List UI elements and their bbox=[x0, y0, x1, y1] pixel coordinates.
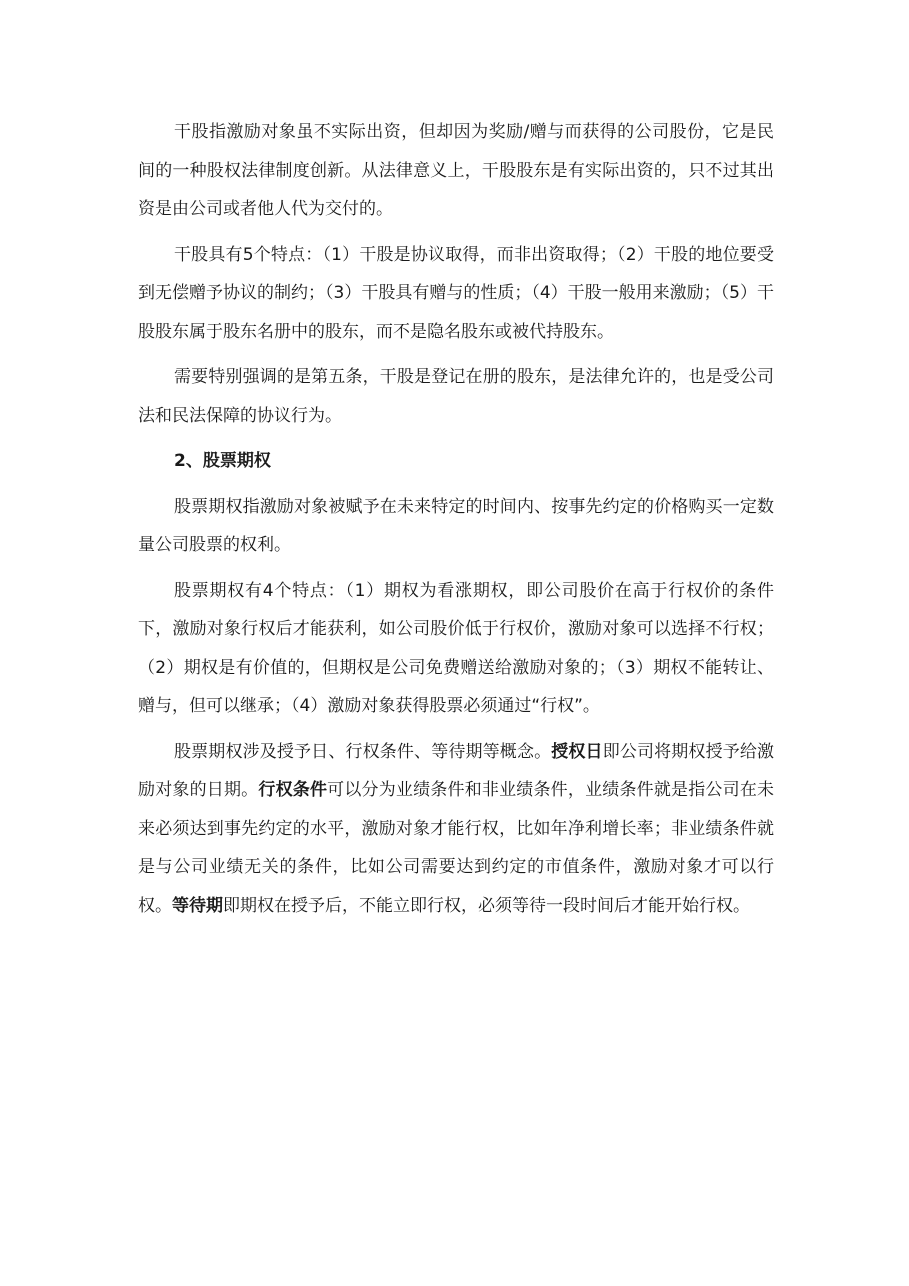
definition-exercise-conditions: 可以分为业绩条件和非业绩条件，业绩条件就是指公司在未来必须达到事先约定的水平，激励对象才能行权，比如年净利增长率；非业绩条件就是与公司业绩无关的条件，比如公司需要达到约定的市值条件，激励对象才可以行权。 bbox=[138, 780, 775, 916]
paragraph-stock-options-definition: 股票期权指激励对象被赋予在未来特定的时间内、按事先约定的价格购买一定数量公司股票的权利。 bbox=[138, 496, 774, 555]
paragraph-emphasis-fifth-point: 需要特别强调的是第五条，干股是登记在册的股东，是法律允许的，也是受公司法和民法保障的协议行为。 bbox=[138, 367, 774, 426]
definition-grant-date: 即公司将期权授予给激励对象的日期。 bbox=[138, 741, 775, 800]
paragraph-dry-shares-definition: 干股指激励对象虽不实际出资，但却因为奖励/赠与而获得的公司股份，它是民间的一种股权法律制度创新。从法律意义上，干股股东是有实际出资的，只不过其出资是由公司或者他人代为交付的。 bbox=[138, 122, 774, 219]
term-grant-date: 授权日 bbox=[551, 741, 603, 762]
concepts-intro: 股票期权涉及授予日、行权条件、等待期等概念。 bbox=[174, 741, 552, 762]
section-heading-stock-options: 2、股票期权 bbox=[174, 451, 271, 471]
document-body bbox=[138, 113, 774, 925]
paragraph-dry-shares-features: 干股具有5个特点：（1）干股是协议取得，而非出资取得；（2）干股的地位要受到无偿赠予协议的制约；（3）干股具有赠与的性质；（4）干股一般用来激励；（5）干股股东属于股东名册中的股东，而不是隐名股东或被代持股东。 bbox=[138, 244, 774, 342]
term-waiting-period: 等待期 bbox=[172, 895, 223, 916]
term-exercise-conditions: 行权条件 bbox=[258, 780, 328, 800]
paragraph-stock-options-concepts bbox=[138, 733, 774, 926]
definition-waiting-period: 即期权在授予后，不能立即行权，必须等待一段时间后才能开始行权。 bbox=[223, 895, 750, 916]
paragraph-stock-options-features: 股票期权有4个特点：（1）期权为看涨期权，即公司股价在高于行权价的条件下，激励对象行权后才能获利，如公司股价低于行权价，激励对象可以选择不行权；（2）期权是有价值的，但期权是公司免费赠送给激励对象的；（3）期权不能转让、赠与，但可以继承；（4）激励对象获得股票必须通过“行权”。 bbox=[138, 580, 774, 716]
